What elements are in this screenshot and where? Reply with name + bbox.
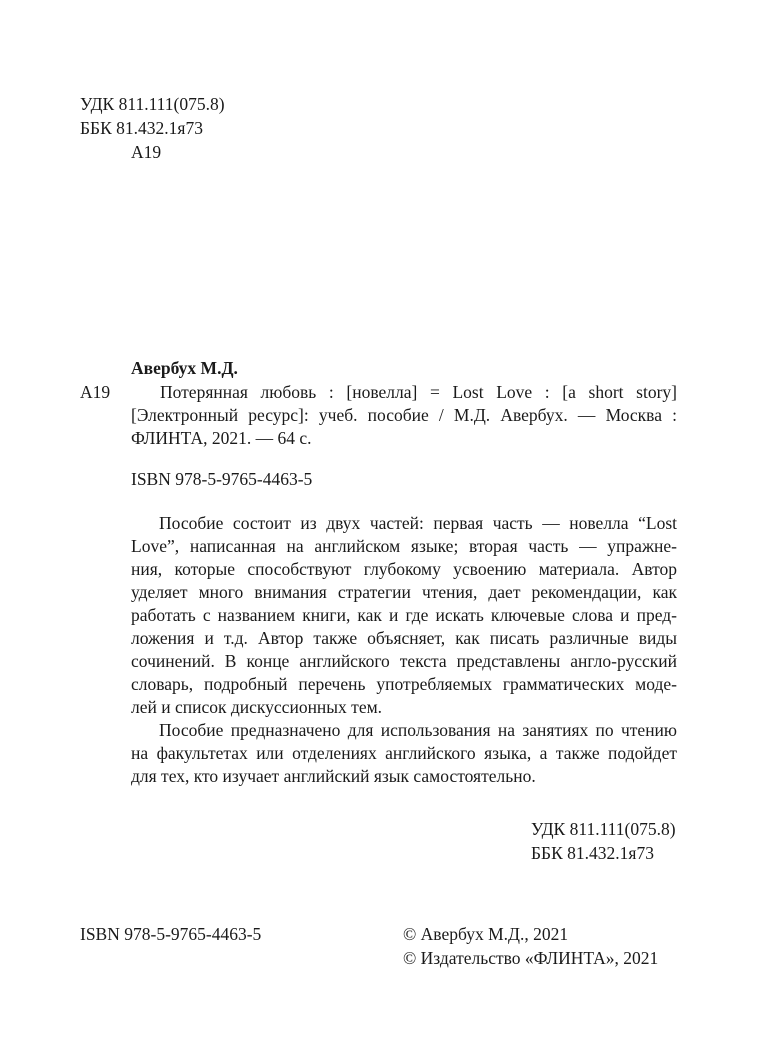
record-author: Авербух М.Д.	[131, 358, 238, 378]
annotation-line: работать с названием книги, как и где искать ключевые слова и пред-	[131, 605, 677, 625]
annotation-line: Пособие предназначено для использования на занятиях по чтению	[159, 720, 677, 740]
annotation-line: Love”, написанная на английском языке; вторая часть — упражне-	[131, 536, 677, 556]
classification-bottom	[531, 818, 676, 866]
copyright-author: © Авербух М.Д., 2021	[403, 924, 569, 944]
annotation-line: словарь, подробный перечень употребляемых грамматических моде-	[131, 674, 677, 694]
footer-isbn: ISBN 978-5-9765-4463-5	[80, 924, 262, 944]
annotation-line: уделяет много внимания стратегии чтения, дает рекомендации, как	[131, 582, 677, 602]
bbk-code: ББК 81.432.1я73	[531, 843, 654, 863]
description-line: ФЛИНТА, 2021. — 64 с.	[131, 428, 312, 448]
annotation-line: лей и список дискуссионных тем.	[131, 697, 383, 717]
udk-code: УДК 811.111(075.8)	[80, 94, 225, 114]
annotation-line: Пособие состоит из двух частей: первая часть — новелла “Lost	[159, 513, 677, 533]
author-mark: А19	[131, 142, 162, 162]
description-line: [Электронный ресурс]: учеб. пособие / М.Д. Авербух. — Москва :	[131, 405, 677, 425]
annotation-line: на факультетах или отделениях английского языка, а также подойдет	[131, 743, 677, 763]
annotation-line: сочинений. В конце английского текста представлены англо-русский	[131, 651, 677, 671]
record-isbn: ISBN 978-5-9765-4463-5	[131, 469, 313, 489]
copyright-block	[403, 923, 658, 971]
copyright-publisher: © Издательство «ФЛИНТА», 2021	[403, 948, 659, 968]
annotation-line: для тех, кто изучает английский язык самостоятельно.	[131, 766, 536, 786]
record-author-mark: А19	[80, 382, 111, 402]
bbk-code: ББК 81.432.1я73	[80, 118, 203, 138]
annotation-line: ния, которые способствуют глубокому усвоению материала. Автор	[131, 559, 677, 579]
bibliographic-description	[131, 381, 677, 450]
classification-top	[80, 93, 225, 165]
udk-code: УДК 811.111(075.8)	[531, 819, 676, 839]
description-line: Потерянная любовь : [новелла] = Lost Love : [a short story]	[160, 382, 677, 402]
annotation	[131, 512, 677, 788]
annotation-line: ложения и т.д. Автор также объясняет, как писать различные виды	[131, 628, 677, 648]
